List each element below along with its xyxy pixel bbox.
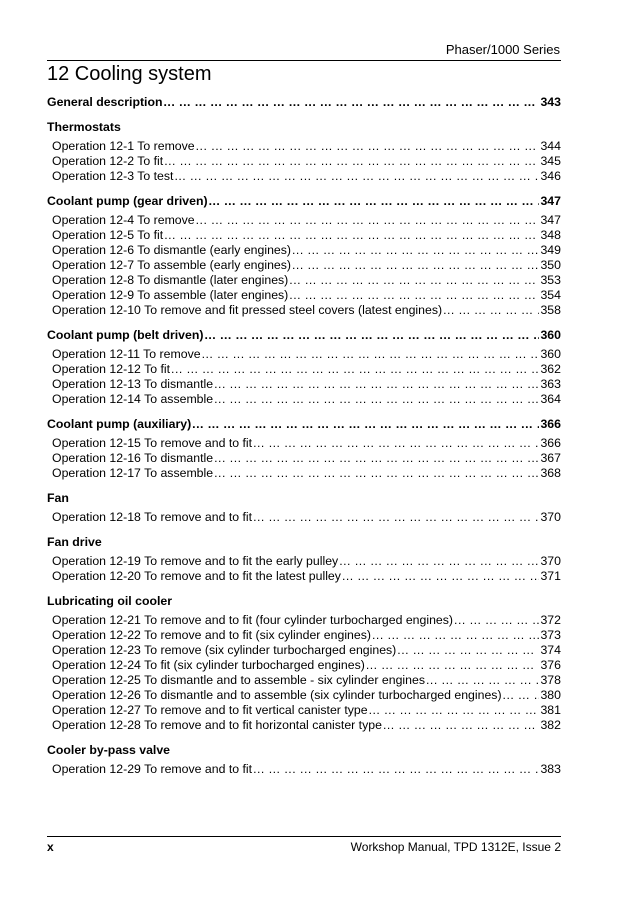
toc-operation-page: 363 <box>540 377 561 391</box>
toc-operation-label: Operation 12-20 To remove and to fit the latest pulley <box>52 569 341 583</box>
dot-leader <box>204 328 539 343</box>
section-gap <box>47 407 561 417</box>
contents-list <box>47 95 561 777</box>
toc-operation-label: Operation 12-11 To remove <box>52 347 201 361</box>
dot-leader <box>366 658 540 673</box>
dot-leader <box>503 688 540 703</box>
toc-section-title: Cooler by-pass valve <box>47 743 171 757</box>
dot-leader <box>443 303 539 318</box>
toc-operation-page: 344 <box>540 139 561 153</box>
toc-section-heading[interactable] <box>47 417 561 432</box>
toc-operation-page: 367 <box>540 451 561 465</box>
toc-section-page: 347 <box>540 194 561 208</box>
series-header: Phaser/1000 Series <box>445 42 560 57</box>
toc-section-heading[interactable] <box>47 743 561 758</box>
toc-operation-page: 371 <box>540 569 561 583</box>
toc-operation-page: 358 <box>540 303 561 317</box>
toc-section-heading[interactable] <box>47 328 561 343</box>
dot-leader <box>196 139 540 154</box>
toc-operation-entry[interactable] <box>47 258 561 273</box>
dot-leader <box>214 466 539 481</box>
toc-operation-label: Operation 12-9 To assemble (later engines) <box>52 288 289 302</box>
dot-leader <box>342 569 540 584</box>
toc-operation-entry[interactable] <box>47 228 561 243</box>
dot-leader <box>292 243 539 258</box>
toc-entry-label: General description <box>47 95 163 109</box>
dot-leader <box>454 613 539 628</box>
toc-operation-page: 348 <box>540 228 561 242</box>
toc-section-title: Thermostats <box>47 120 121 134</box>
section-gap <box>47 481 561 491</box>
toc-operation-label: Operation 12-7 To assemble (early engines) <box>52 258 292 272</box>
toc-operation-entry[interactable] <box>47 377 561 392</box>
toc-operation-label: Operation 12-14 To assemble <box>52 392 214 406</box>
section-gap <box>47 318 561 328</box>
toc-operation-page: 373 <box>540 628 561 642</box>
toc-operation-page: 383 <box>540 762 561 776</box>
dot-leader <box>289 288 539 303</box>
toc-operation-label: Operation 12-19 To remove and to fit the early pulley <box>52 554 339 568</box>
toc-section-heading[interactable] <box>47 594 561 609</box>
toc-operation-entry[interactable] <box>47 658 561 673</box>
section-gap <box>47 584 561 594</box>
toc-section-heading[interactable] <box>47 194 561 209</box>
toc-operation-page: 346 <box>540 169 561 183</box>
dot-leader <box>339 554 539 569</box>
dot-leader <box>426 673 539 688</box>
toc-operation-page: 349 <box>540 243 561 257</box>
toc-section-page: 366 <box>540 417 561 431</box>
toc-operation-entry[interactable] <box>47 243 561 258</box>
toc-operation-label: Operation 12-23 To remove (six cylinder turbocharged engines) <box>52 643 397 657</box>
section-gap <box>47 733 561 743</box>
dot-leader <box>383 718 540 733</box>
toc-operation-label: Operation 12-29 To remove and to fit <box>52 762 253 776</box>
toc-operation-label: Operation 12-1 To remove <box>52 139 195 153</box>
manual-reference: Workshop Manual, TPD 1312E, Issue 2 <box>350 840 561 854</box>
dot-leader <box>289 273 539 288</box>
toc-entry-general[interactable] <box>47 95 561 110</box>
dot-leader <box>214 392 539 407</box>
toc-operation-entry[interactable] <box>47 613 561 628</box>
toc-operation-label: Operation 12-15 To remove and to fit <box>52 436 253 450</box>
toc-sections <box>47 110 561 777</box>
toc-operation-entry[interactable] <box>47 451 561 466</box>
toc-operation-entry[interactable] <box>47 554 561 569</box>
footer-rule <box>47 836 561 837</box>
toc-operation-entry[interactable] <box>47 762 561 777</box>
toc-operation-entry[interactable] <box>47 643 561 658</box>
toc-operation-entry[interactable] <box>47 362 561 377</box>
toc-section-heading[interactable] <box>47 491 561 506</box>
dot-leader <box>372 628 539 643</box>
toc-operation-label: Operation 12-5 To fit <box>52 228 164 242</box>
page-number: x <box>47 840 54 854</box>
header-rule <box>47 60 561 61</box>
toc-section-title: Coolant pump (auxiliary) <box>47 417 192 431</box>
toc-operation-entry[interactable] <box>47 703 561 718</box>
dot-leader <box>253 762 539 777</box>
toc-operation-page: 350 <box>540 258 561 272</box>
toc-operation-label: Operation 12-25 To dismantle and to assemble - six cylinder engines <box>52 673 425 687</box>
dot-leader <box>253 510 539 525</box>
toc-operation-label: Operation 12-26 To dismantle and to assemble (six cylinder turbocharged engines) <box>52 688 502 702</box>
dot-leader <box>164 154 539 169</box>
dot-leader <box>202 347 540 362</box>
toc-section-heading[interactable] <box>47 535 561 550</box>
dot-leader <box>196 213 540 228</box>
toc-operation-entry[interactable] <box>47 718 561 733</box>
toc-operation-entry[interactable] <box>47 688 561 703</box>
toc-operation-page: 362 <box>540 362 561 376</box>
chapter-title: 12 Cooling system <box>47 63 212 85</box>
toc-operation-page: 345 <box>540 154 561 168</box>
toc-operation-label: Operation 12-18 To remove and to fit <box>52 510 253 524</box>
section-gap <box>47 110 561 120</box>
toc-operation-entry[interactable] <box>47 213 561 228</box>
toc-section-title: Fan <box>47 491 69 505</box>
toc-operation-entry[interactable] <box>47 169 561 184</box>
toc-operation-page: 360 <box>540 347 561 361</box>
toc-operation-label: Operation 12-16 To dismantle <box>52 451 214 465</box>
dot-leader <box>214 377 539 392</box>
toc-operation-page: 381 <box>540 703 561 717</box>
toc-operation-page: 370 <box>540 510 561 524</box>
toc-operation-entry[interactable] <box>47 288 561 303</box>
toc-operation-label: Operation 12-10 To remove and fit pressed steel covers (latest engines) <box>52 303 443 317</box>
toc-operation-entry[interactable] <box>47 154 561 169</box>
toc-section-title: Fan drive <box>47 535 102 549</box>
dot-leader <box>369 703 540 718</box>
toc-operation-label: Operation 12-21 To remove and to fit (four cylinder turbocharged engines) <box>52 613 454 627</box>
toc-operation-entry[interactable] <box>47 303 561 318</box>
dot-leader <box>397 643 539 658</box>
toc-operation-label: Operation 12-22 To remove and to fit (six cylinder engines) <box>52 628 371 642</box>
toc-operation-label: Operation 12-13 To dismantle <box>52 377 214 391</box>
toc-section-heading[interactable] <box>47 120 561 135</box>
toc-operation-label: Operation 12-24 To fit (six cylinder turbocharged engines) <box>52 658 365 672</box>
dot-leader <box>171 362 539 377</box>
toc-section-title: Coolant pump (belt driven) <box>47 328 204 342</box>
toc-operation-entry[interactable] <box>47 673 561 688</box>
section-gap <box>47 525 561 535</box>
toc-operation-page: 368 <box>540 466 561 480</box>
toc-operation-label: Operation 12-27 To remove and to fit vertical canister type <box>52 703 368 717</box>
toc-operation-page: 382 <box>540 718 561 732</box>
toc-operation-entry[interactable] <box>47 569 561 584</box>
toc-operation-entry[interactable] <box>47 139 561 154</box>
toc-operation-entry[interactable] <box>47 510 561 525</box>
toc-section-page: 360 <box>540 328 561 342</box>
toc-operation-page: 364 <box>540 392 561 406</box>
toc-operation-label: Operation 12-2 To fit <box>52 154 164 168</box>
toc-operation-label: Operation 12-8 To dismantle (later engines) <box>52 273 289 287</box>
toc-operation-page: 370 <box>540 554 561 568</box>
dot-leader <box>253 436 539 451</box>
toc-operation-entry[interactable] <box>47 628 561 643</box>
toc-operation-page: 347 <box>540 213 561 227</box>
dot-leader <box>214 451 539 466</box>
toc-operation-page: 353 <box>540 273 561 287</box>
toc-operation-label: Operation 12-6 To dismantle (early engines) <box>52 243 292 257</box>
dot-leader <box>164 228 539 243</box>
dot-leader <box>164 95 540 110</box>
toc-operation-page: 366 <box>540 436 561 450</box>
toc-operation-entry[interactable] <box>47 466 561 481</box>
toc-operation-label: Operation 12-28 To remove and to fit horizontal canister type <box>52 718 382 732</box>
toc-operation-page: 380 <box>540 688 561 702</box>
toc-operation-entry[interactable] <box>47 347 561 362</box>
toc-operation-label: Operation 12-17 To assemble <box>52 466 214 480</box>
toc-section-title: Lubricating oil cooler <box>47 594 173 608</box>
toc-entry-page: 343 <box>540 95 561 109</box>
toc-operation-page: 376 <box>540 658 561 672</box>
section-gap <box>47 184 561 194</box>
dot-leader <box>174 169 539 184</box>
toc-operation-entry[interactable] <box>47 436 561 451</box>
toc-operation-page: 378 <box>540 673 561 687</box>
toc-operation-page: 372 <box>540 613 561 627</box>
dot-leader <box>209 194 540 209</box>
toc-operation-entry[interactable] <box>47 273 561 288</box>
toc-operation-entry[interactable] <box>47 392 561 407</box>
dot-leader <box>192 417 539 432</box>
toc-operation-page: 354 <box>540 288 561 302</box>
toc-operation-page: 374 <box>540 643 561 657</box>
toc-operation-label: Operation 12-3 To test <box>52 169 174 183</box>
toc-operation-label: Operation 12-12 To fit <box>52 362 171 376</box>
toc-section-title: Coolant pump (gear driven) <box>47 194 208 208</box>
dot-leader <box>292 258 539 273</box>
toc-operation-label: Operation 12-4 To remove <box>52 213 195 227</box>
